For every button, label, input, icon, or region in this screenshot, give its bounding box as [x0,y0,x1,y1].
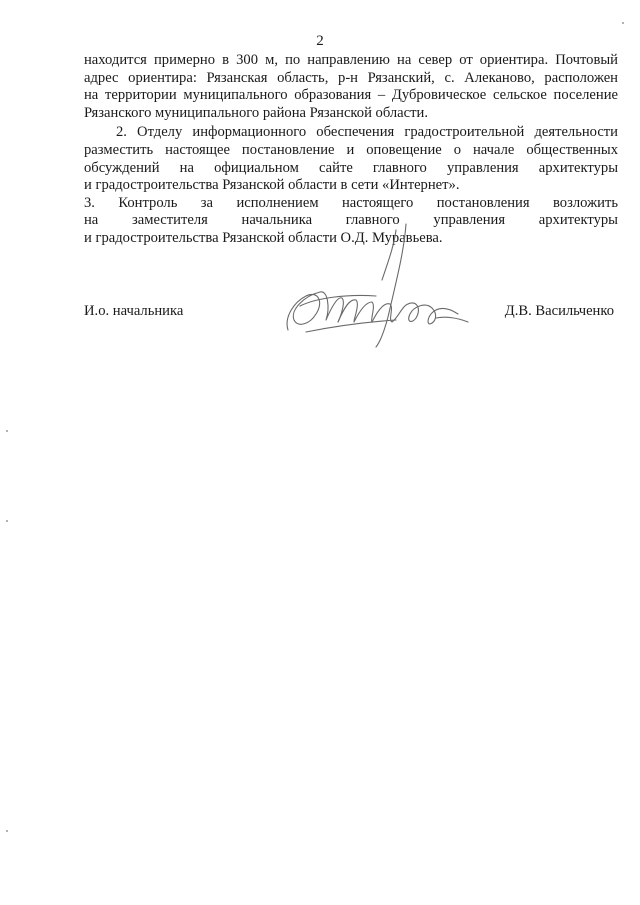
scan-mark [6,430,8,432]
page-number: 2 [316,33,324,49]
body-line: обсуждений на официальном сайте главного управления архитектуры [84,159,618,176]
scan-mark [6,830,8,832]
handwritten-signature [276,222,476,352]
signatory-title: И.о. начальника [84,303,184,319]
document-body [84,52,618,248]
body-line: разместить настоящее постановление и оповещение о начале общественных [84,141,618,158]
body-line: 3. Контроль за исполнением настоящего постановления возложить [84,194,618,211]
signatory-name: Д.В. Васильченко [504,303,614,319]
scan-mark [6,520,8,522]
scan-mark [622,22,624,24]
body-line: и градостроительства Рязанской области О.Д. Муравьева. [84,229,443,246]
body-line: адрес ориентира: Рязанская область, р-н Рязанский, с. Алеканово, расположен [84,69,618,86]
body-line: на территории муниципального образования – Дубровичеcкое сельское поселение [84,87,618,104]
body-line: на заместителя начальника главного управления архитектуры [84,212,618,229]
body-line: находится примерно в 300 м, по направлению на север от ориентира. Почтовый [84,52,618,68]
body-line: 2. Отделу информационного обеспечения градостроительной деятельности [116,124,618,141]
body-line: Рязанского муниципального района Рязанской области. [84,104,428,121]
body-line: и градостроительства Рязанской области в сети «Интернет». [84,177,460,194]
